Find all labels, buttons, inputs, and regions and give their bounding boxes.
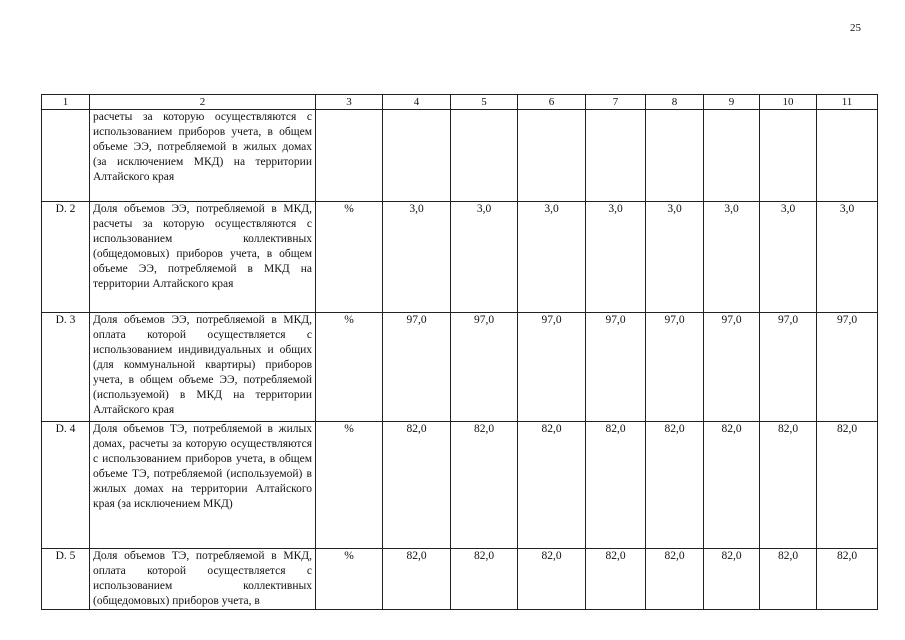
column-number: 11	[817, 95, 878, 110]
column-number: 7	[586, 95, 646, 110]
indicator-value: 97,0	[646, 313, 704, 422]
indicator-value: 3,0	[451, 202, 518, 313]
column-number: 6	[518, 95, 586, 110]
indicator-unit: %	[316, 549, 383, 610]
indicator-code	[42, 110, 90, 202]
indicator-value	[704, 110, 760, 202]
indicator-unit	[316, 110, 383, 202]
indicator-value: 3,0	[383, 202, 451, 313]
column-number: 10	[760, 95, 817, 110]
indicator-description: расчеты за которую осуществляются с использованием приборов учета, в общем объеме ЭЭ, потребляемой в жилых домах (за исключением МКД) на территории Алтайского края	[90, 110, 316, 202]
table-row	[42, 110, 878, 202]
indicator-value: 82,0	[383, 549, 451, 610]
indicator-value: 82,0	[451, 549, 518, 610]
indicator-value	[451, 110, 518, 202]
column-number-row	[42, 95, 878, 110]
indicator-value: 3,0	[817, 202, 878, 313]
indicator-code: D. 4	[42, 422, 90, 549]
column-number: 8	[646, 95, 704, 110]
indicator-value	[760, 110, 817, 202]
indicator-unit: %	[316, 422, 383, 549]
indicator-value: 82,0	[586, 422, 646, 549]
indicator-value	[518, 110, 586, 202]
indicator-code: D. 3	[42, 313, 90, 422]
indicator-value: 3,0	[704, 202, 760, 313]
indicator-value: 82,0	[817, 549, 878, 610]
indicator-value: 82,0	[646, 422, 704, 549]
indicator-value	[383, 110, 451, 202]
indicator-value: 82,0	[518, 422, 586, 549]
indicator-code: D. 2	[42, 202, 90, 313]
indicator-value: 3,0	[586, 202, 646, 313]
indicator-value	[586, 110, 646, 202]
indicator-description: Доля объемов ЭЭ, потребляемой в МКД, расчеты за которую осуществляются с использованием коллективных (общедомовых) приборов учета, в общем объеме ЭЭ, потребляемой в МКД на территории Алтайского края	[90, 202, 316, 313]
indicator-value: 97,0	[704, 313, 760, 422]
indicator-description: Доля объемов ТЭ, потребляемой в жилых домах, расчеты за которую осуществляются с использованием приборов учета, в общем объеме ТЭ, потребляемой (используемой) в жилых домах на территории Алтайского края (за исключением МКД)	[90, 422, 316, 549]
indicator-value: 97,0	[760, 313, 817, 422]
indicator-value	[646, 110, 704, 202]
indicator-value: 82,0	[646, 549, 704, 610]
indicator-value: 82,0	[518, 549, 586, 610]
indicators-table	[41, 94, 878, 610]
indicator-value: 82,0	[383, 422, 451, 549]
indicator-value: 82,0	[760, 549, 817, 610]
indicator-unit: %	[316, 202, 383, 313]
column-number: 2	[90, 95, 316, 110]
indicator-value: 82,0	[586, 549, 646, 610]
indicator-value: 82,0	[451, 422, 518, 549]
indicator-value: 97,0	[451, 313, 518, 422]
column-number: 9	[704, 95, 760, 110]
page-number: 25	[850, 22, 861, 34]
indicator-value: 3,0	[646, 202, 704, 313]
indicator-value: 97,0	[383, 313, 451, 422]
table-row	[42, 549, 878, 610]
indicator-unit: %	[316, 313, 383, 422]
table-row	[42, 313, 878, 422]
indicator-code: D. 5	[42, 549, 90, 610]
column-number: 3	[316, 95, 383, 110]
indicator-value: 3,0	[518, 202, 586, 313]
indicator-value: 3,0	[760, 202, 817, 313]
indicator-value: 97,0	[817, 313, 878, 422]
table-row	[42, 202, 878, 313]
indicator-description: Доля объемов ЭЭ, потребляемой в МКД, оплата которой осуществляется с использованием индивидуальных и общих (для коммунальной квартиры) приборов учета, в общем объеме ЭЭ, потребляемой (используемой) в МКД на территории Алтайского края	[90, 313, 316, 422]
column-number: 5	[451, 95, 518, 110]
indicator-value: 82,0	[760, 422, 817, 549]
indicator-value: 97,0	[518, 313, 586, 422]
indicator-value: 82,0	[817, 422, 878, 549]
table-row	[42, 422, 878, 549]
indicator-value: 97,0	[586, 313, 646, 422]
column-number: 4	[383, 95, 451, 110]
indicator-description: Доля объемов ТЭ, потребляемой в МКД, оплата которой осуществляется с использованием коллективных (общедомовых) приборов учета, в	[90, 549, 316, 610]
column-number: 1	[42, 95, 90, 110]
indicator-value: 82,0	[704, 549, 760, 610]
indicator-value	[817, 110, 878, 202]
indicator-value: 82,0	[704, 422, 760, 549]
